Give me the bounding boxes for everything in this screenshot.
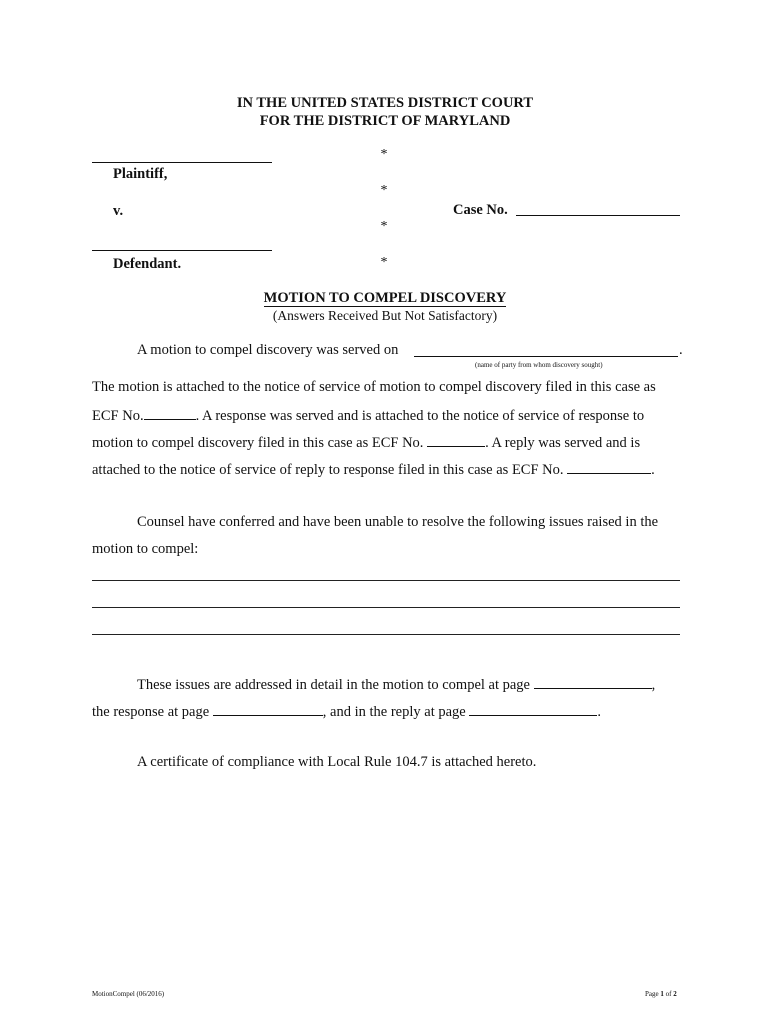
certificate-text: A certificate of compliance with Local Rule 104.7 is attached hereto.: [137, 754, 537, 770]
plaintiff-label: Plaintiff,: [113, 166, 168, 182]
motion-ecf-field[interactable]: [144, 406, 196, 420]
para3-line2: motion to compel:: [92, 541, 199, 557]
reply-page-field[interactable]: [469, 702, 597, 716]
reply-ecf-text: attached to the notice of service of reply to response filed in this case as ECF No.: [92, 462, 564, 478]
page-label: Page: [645, 990, 659, 998]
caption-star: *: [380, 255, 388, 270]
motion-page-text: These issues are addressed in detail in the motion to compel at page: [137, 677, 530, 693]
issues-line-3[interactable]: [92, 634, 680, 635]
para4-line1-comma: ,: [651, 677, 656, 693]
response-page-field[interactable]: [213, 702, 323, 716]
para3-line1: Counsel have conferred and have been unable to resolve the following issues raised in the: [137, 514, 659, 530]
para4-line2: [92, 702, 601, 721]
reply-ecf-field[interactable]: [567, 460, 651, 474]
served-party-hint: (name of party from whom discovery sought): [475, 361, 603, 369]
page-indicator: [645, 990, 677, 998]
district-name: FOR THE DISTRICT OF MARYLAND: [259, 113, 511, 129]
defendant-label: Defendant.: [113, 256, 182, 272]
issues-line-2[interactable]: [92, 607, 680, 608]
para2-line1: The motion is attached to the notice of service of motion to compel discovery filed in this case as: [92, 379, 656, 395]
page-number: 1: [660, 990, 664, 998]
para2-line2-rest: . A response was served and is attached to the notice of service of response to: [195, 408, 645, 424]
versus-label: v.: [113, 203, 124, 219]
served-on-text: A motion to compel discovery was served on: [137, 342, 399, 358]
issues-line-1[interactable]: [92, 580, 680, 581]
form-id: MotionCompel (06/2016): [92, 990, 165, 998]
document-subtitle: (Answers Received But Not Satisfactory): [272, 308, 498, 323]
page-total: 2: [673, 990, 677, 998]
court-name: IN THE UNITED STATES DISTRICT COURT: [236, 95, 534, 111]
para4-line2-end: .: [597, 704, 601, 720]
case-no-field[interactable]: [516, 215, 680, 216]
response-ecf-text: motion to compel discovery filed in this case as ECF No.: [92, 435, 424, 451]
ecf-label: ECF No.: [92, 408, 144, 424]
plaintiff-name-line[interactable]: [92, 162, 272, 163]
response-page-text: the response at page: [92, 704, 210, 720]
served-party-field[interactable]: [414, 356, 678, 357]
para2-line4: [92, 460, 655, 479]
para2-line4-end: .: [651, 462, 655, 478]
reply-page-text: , and in the reply at page: [322, 704, 466, 720]
served-on-period: .: [679, 342, 683, 358]
caption-star: *: [380, 219, 388, 234]
case-no-label: Case No.: [453, 202, 508, 218]
response-ecf-field[interactable]: [427, 433, 485, 447]
para2-line3-rest: . A reply was served and is: [485, 435, 641, 451]
caption-star: *: [380, 147, 388, 162]
motion-page-field[interactable]: [534, 675, 652, 689]
para2-line2: [92, 406, 644, 425]
document-title: MOTION TO COMPEL DISCOVERY: [263, 290, 507, 306]
of-label: of: [665, 990, 672, 998]
para4-line1: [137, 675, 655, 694]
para2-line3: [92, 433, 640, 452]
defendant-name-line[interactable]: [92, 250, 272, 251]
caption-star: *: [380, 183, 388, 198]
